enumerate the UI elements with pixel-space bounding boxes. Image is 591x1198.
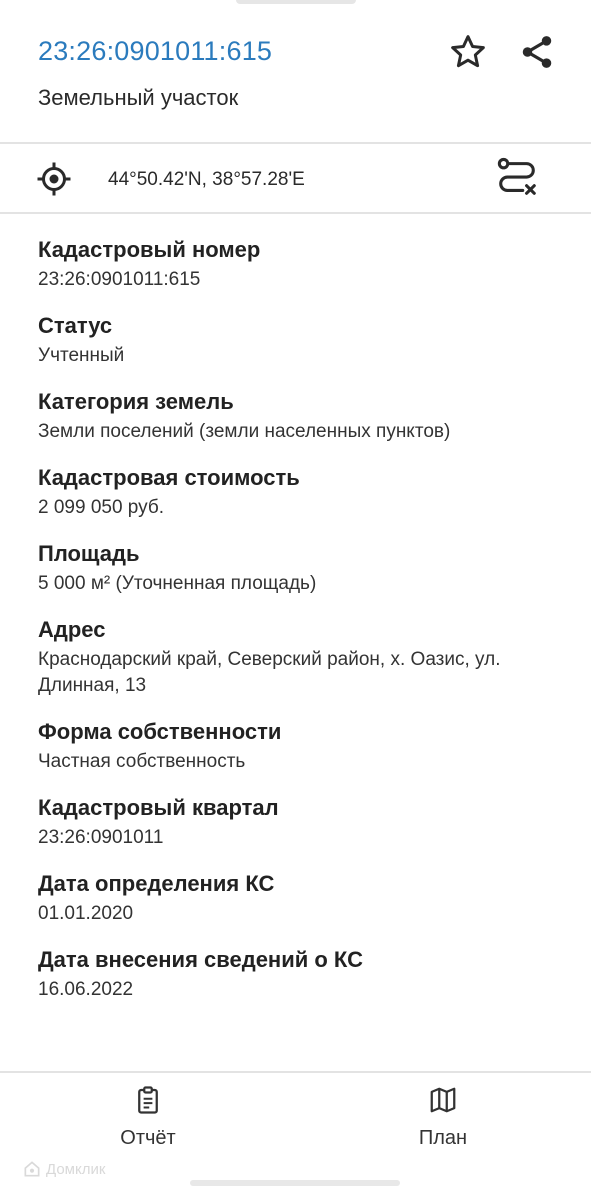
field-entry-date bbox=[38, 946, 558, 1003]
bottom-navigation bbox=[0, 1071, 591, 1198]
crosshair-icon bbox=[36, 161, 72, 197]
coordinates-bar bbox=[0, 144, 591, 214]
clipboard-icon bbox=[133, 1085, 163, 1115]
field-cadastral-value bbox=[38, 464, 558, 521]
locate-button[interactable] bbox=[30, 155, 78, 203]
field-value: Краснодарский край, Северский район, х. Оазис, ул. Длинная, 13 bbox=[38, 649, 501, 696]
field-label: Кадастровый квартал bbox=[38, 795, 279, 820]
field-label: Категория земель bbox=[38, 389, 234, 414]
plan-tab-label: План bbox=[418, 1127, 468, 1149]
coordinates-text[interactable]: 44°50.42'N, 38°57.28'E bbox=[108, 169, 305, 190]
brand-logo-icon bbox=[22, 1159, 42, 1179]
field-label: Форма собственности bbox=[38, 719, 282, 744]
field-valuation-date bbox=[38, 870, 558, 927]
field-land-category bbox=[38, 388, 558, 445]
map-icon bbox=[428, 1085, 458, 1115]
field-value: Частная собственность bbox=[38, 751, 246, 772]
field-value: 16.06.2022 bbox=[38, 979, 134, 1000]
field-value: 23:26:0901011 bbox=[38, 827, 164, 848]
field-value: 01.01.2020 bbox=[38, 903, 134, 924]
report-tab-label: Отчёт bbox=[120, 1127, 176, 1149]
route-clear-icon bbox=[494, 155, 540, 201]
field-cadastral-number bbox=[38, 236, 558, 293]
brand-watermark bbox=[22, 1159, 105, 1179]
share-button[interactable] bbox=[513, 28, 561, 76]
field-ownership bbox=[38, 718, 558, 775]
field-value: 5 000 м² (Уточненная площадь) bbox=[38, 573, 317, 594]
field-label: Кадастровый номер bbox=[38, 237, 261, 262]
field-label: Дата внесения сведений о КС bbox=[38, 947, 363, 972]
field-address bbox=[38, 616, 558, 699]
star-icon bbox=[448, 32, 488, 72]
page-title[interactable]: 23:26:0901011:615 bbox=[38, 36, 273, 66]
route-button[interactable] bbox=[493, 154, 541, 202]
details-list bbox=[38, 236, 558, 1022]
field-label: Площадь bbox=[38, 541, 140, 566]
field-area bbox=[38, 540, 558, 597]
field-value: 2 099 050 руб. bbox=[38, 497, 165, 518]
page-subtitle: Земельный участок bbox=[38, 85, 239, 110]
brand-name: Домклик bbox=[46, 1160, 106, 1178]
favorite-button[interactable] bbox=[444, 28, 492, 76]
field-status bbox=[38, 312, 558, 369]
home-indicator bbox=[190, 1180, 400, 1186]
header bbox=[0, 0, 591, 144]
share-icon bbox=[518, 33, 556, 71]
field-value: Земли поселений (земли населенных пунктов) bbox=[38, 421, 451, 442]
field-label: Дата определения КС bbox=[38, 871, 275, 896]
report-tab[interactable] bbox=[78, 1085, 218, 1165]
plan-tab[interactable] bbox=[373, 1085, 513, 1165]
field-label: Адрес bbox=[38, 617, 106, 642]
field-value: Учтенный bbox=[38, 345, 125, 366]
field-label: Кадастровая стоимость bbox=[38, 465, 300, 490]
field-cadastral-quarter bbox=[38, 794, 558, 851]
field-label: Статус bbox=[38, 313, 113, 338]
field-value: 23:26:0901011:615 bbox=[38, 269, 201, 290]
